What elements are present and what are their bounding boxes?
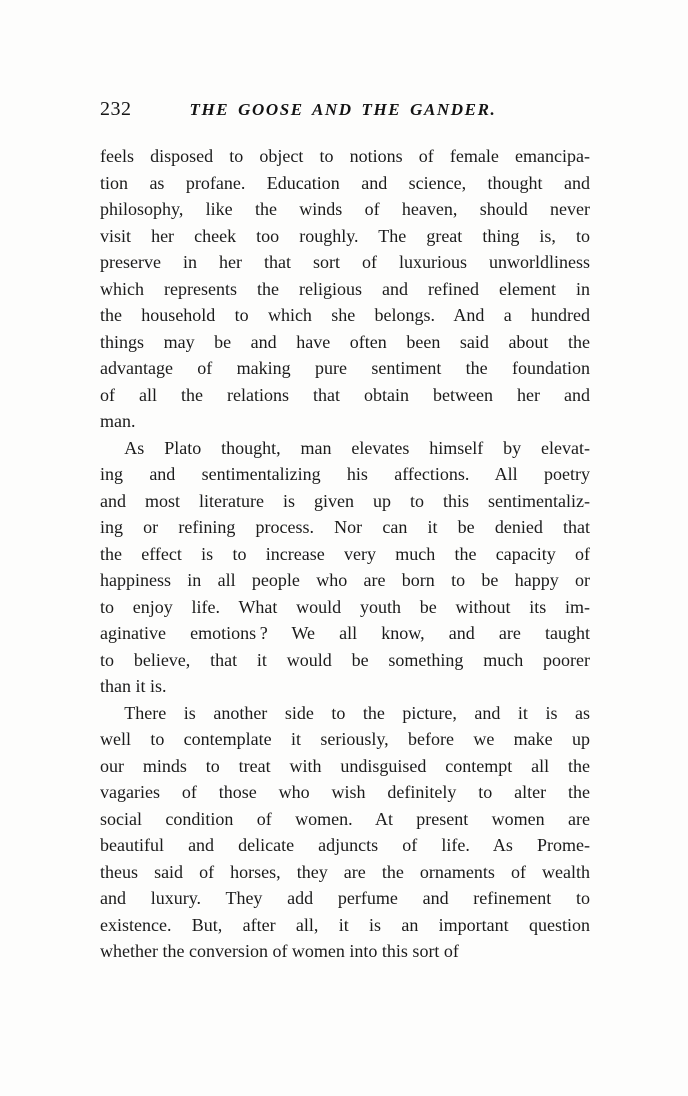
text-line: ing or refining process. Nor can it be denied that bbox=[100, 517, 590, 537]
text-line: As Plato thought, man elevates himself by elevat- bbox=[124, 437, 590, 458]
text-line: of all the relations that obtain between her and bbox=[100, 384, 590, 405]
text-line: theus said of horses, they are the ornaments of wealth bbox=[100, 861, 590, 882]
text-line: philosophy, like the winds of heaven, should never bbox=[100, 199, 590, 219]
text-line: aginative emotions ? We all know, and are taught bbox=[100, 623, 590, 643]
paragraph bbox=[100, 700, 590, 965]
text-line: to enjoy life. What would youth be without its im- bbox=[100, 596, 590, 617]
text-line: preserve in her that sort of luxurious unworldliness bbox=[100, 252, 590, 272]
page-number: 232 bbox=[100, 98, 132, 120]
text-line: visit her cheek too roughly. The great thing is, to bbox=[100, 225, 590, 246]
text-line: There is another side to the picture, and it is as bbox=[124, 702, 590, 723]
text-line: vagaries of those who wish definitely to alter the bbox=[100, 782, 590, 802]
paragraph bbox=[100, 435, 590, 700]
text-line: tion as profane. Education and science, thought and bbox=[100, 172, 590, 193]
text-line: happiness in all people who are born to be happy or bbox=[100, 570, 590, 590]
page-header bbox=[100, 98, 590, 121]
text-line: to believe, that it would be something much poorer bbox=[100, 649, 590, 670]
text-line: and luxury. They add perfume and refinement to bbox=[100, 888, 590, 908]
text-line: ing and sentimentalizing his affections. All poetry bbox=[100, 464, 590, 484]
text-line: beautiful and delicate adjuncts of life. As Prome- bbox=[100, 835, 590, 855]
text-line: feels disposed to object to notions of female emancipa- bbox=[100, 146, 590, 166]
running-title: THE GOOSE AND THE GANDER. bbox=[189, 100, 497, 119]
text-line: whether the conversion of women into this sort of bbox=[100, 941, 459, 961]
text-line: than it is. bbox=[100, 676, 167, 696]
text-line: the effect is to increase very much the capacity of bbox=[100, 543, 590, 564]
text-line: social condition of women. At present women are bbox=[100, 808, 590, 829]
text-line: things may be and have often been said about the bbox=[100, 331, 590, 352]
text-line: which represents the religious and refined element in bbox=[100, 278, 590, 299]
paragraph bbox=[100, 143, 590, 435]
text-line: man. bbox=[100, 411, 136, 431]
text-line: well to contemplate it seriously, before we make up bbox=[100, 729, 590, 749]
text-line: our minds to treat with undisguised contempt all the bbox=[100, 755, 590, 776]
text-line: advantage of making pure sentiment the foundation bbox=[100, 358, 590, 378]
text-line: and most literature is given up to this sentimentaliz- bbox=[100, 490, 590, 511]
body-text bbox=[100, 143, 590, 965]
text-line: existence. But, after all, it is an important question bbox=[100, 914, 590, 935]
text-line: the household to which she belongs. And a hundred bbox=[100, 305, 590, 325]
